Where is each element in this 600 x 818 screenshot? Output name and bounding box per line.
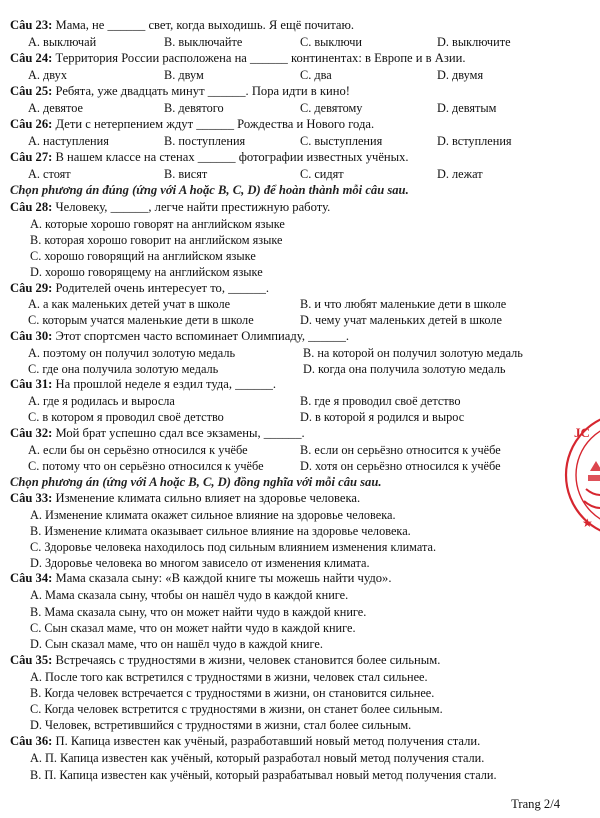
option-b: B. Мама сказала сыну, что он может найти чудо в каждой книге.: [30, 605, 367, 619]
question-text: Встречаясь с трудностями в жизни, человек становится более сильным.: [52, 653, 441, 667]
question-23: [10, 18, 354, 33]
option-d: D. девятым: [437, 101, 497, 115]
question-24: [10, 51, 465, 66]
option-c: C. где она получила золотую медаль: [28, 362, 219, 376]
option-c: C. выступления: [300, 134, 383, 148]
option-a: A. П. Капица известен как учёный, который разработал новый метод получения стали.: [30, 751, 485, 765]
option-a: A. а как маленьких детей учат в школе: [28, 297, 231, 311]
red-stamp: [560, 405, 600, 545]
question-text: Человеку, ______, легче найти престижную работу.: [52, 200, 331, 214]
question-text: Родителей очень интересует то, ______.: [52, 281, 270, 295]
question-text: Мой брат успешно сдал все экзамены, ______.: [52, 426, 305, 440]
option-c: C. которым учатся маленькие дети в школе: [28, 313, 254, 327]
question-text: На прошлой неделе я ездил туда, ______.: [52, 377, 277, 391]
option-b: B. девятого: [164, 101, 224, 115]
option-d: D. Человек, встретившийся с трудностями в жизни, стал более сильным.: [30, 718, 412, 732]
option-b: B. поступления: [164, 134, 246, 148]
option-c: C. Сын сказал маме, что он может найти чудо в каждой книге.: [30, 621, 356, 635]
option-b: B. на которой он получил золотую медаль: [303, 346, 523, 360]
option-d: D. Здоровье человека во многом зависело от изменения климата.: [30, 556, 370, 570]
page-number: Trang 2/4: [511, 797, 560, 811]
question-label: Câu 26:: [10, 117, 53, 131]
option-d: D. выключите: [437, 35, 511, 49]
question-29: [10, 281, 269, 296]
question-label: Câu 25:: [10, 84, 53, 98]
option-c: C. Когда человек встретится с трудностями в жизни, он станет более сильным.: [30, 702, 443, 716]
option-a: A. стоят: [28, 167, 71, 181]
question-35: [10, 653, 440, 668]
option-a: A. Мама сказала сыну, чтобы он нашёл чудо в каждой книге.: [30, 588, 349, 602]
option-d: D. когда она получила золотую медаль: [303, 362, 506, 376]
question-27: [10, 150, 409, 165]
option-d: D. двумя: [437, 68, 484, 82]
option-c: C. девятому: [300, 101, 363, 115]
question-text: Изменение климата сильно влияет на здоровье человека.: [52, 491, 361, 505]
question-label: Câu 35:: [10, 653, 53, 667]
question-text: Ребята, уже двадцать минут ______. Пора идти в кино!: [52, 84, 350, 98]
question-text: Этот спортсмен часто вспоминает Олимпиаду, ______.: [52, 329, 350, 343]
option-d: D. вступления: [437, 134, 512, 148]
option-a: A. наступления: [28, 134, 109, 148]
option-c: C. хорошо говорящий на английском языке: [30, 249, 256, 263]
option-b: B. Когда человек встречается с трудностями в жизни, он становится сильнее.: [30, 686, 435, 700]
svg-text:★: ★: [582, 516, 593, 530]
option-c: C. сидят: [300, 167, 344, 181]
question-label: Câu 31:: [10, 377, 53, 391]
option-b: B. выключайте: [164, 35, 243, 49]
option-a: A. где я родилась и выросла: [28, 394, 175, 408]
option-a: A. двух: [28, 68, 67, 82]
option-d: D. в которой я родился и вырос: [300, 410, 465, 424]
option-a: A. Изменение климата окажет сильное влияние на здоровье человека.: [30, 508, 396, 522]
question-label: Câu 23:: [10, 18, 53, 32]
question-label: Câu 34:: [10, 571, 53, 585]
question-label: Câu 30:: [10, 329, 53, 343]
option-b: B. двум: [164, 68, 204, 82]
question-text: Мама сказала сыну: «В каждой книге ты можешь найти чудо».: [52, 571, 392, 585]
option-b: B. где я проводил своё детство: [300, 394, 461, 408]
question-label: Câu 24:: [10, 51, 53, 65]
option-a: A. После того как встретился с трудностями в жизни, человек стал сильнее.: [30, 670, 428, 684]
question-28: [10, 200, 330, 215]
option-b: B. висят: [164, 167, 208, 181]
question-36: [10, 734, 480, 749]
option-b: B. П. Капица известен как учёный, который разрабатывал новый метод получения стали.: [30, 768, 497, 782]
option-a: A. поэтому он получил золотую медаль: [28, 346, 236, 360]
question-text: П. Капица известен как учёный, разработавший новый метод получения стали.: [52, 734, 481, 748]
option-c: C. два: [300, 68, 332, 82]
option-c: C. выключи: [300, 35, 363, 49]
option-c: C. Здоровье человека находилось под сильным влиянием изменения климата.: [30, 540, 437, 554]
option-b: B. и что любят маленькие дети в школе: [300, 297, 507, 311]
question-33: [10, 491, 360, 506]
option-a: A. выключай: [28, 35, 97, 49]
option-b: B. Изменение климата оказывает сильное влияние на здоровье человека.: [30, 524, 411, 538]
question-label: Câu 36:: [10, 734, 53, 748]
option-a: A. если бы он серьёзно относился к учёбе: [28, 443, 248, 457]
option-b: B. если он серьёзно относится к учёбе: [300, 443, 501, 457]
stamp-text: JC: [574, 425, 590, 440]
question-text: Дети с нетерпением ждут ______ Рождества и Нового года.: [52, 117, 375, 131]
question-31: [10, 377, 276, 392]
question-32: [10, 426, 305, 441]
option-d: D. хорошо говорящему на английском языке: [30, 265, 263, 279]
question-label: Câu 29:: [10, 281, 53, 295]
option-a: A. девятое: [28, 101, 84, 115]
question-26: [10, 117, 374, 132]
option-c: C. потому что он серьёзно относился к учёбе: [28, 459, 264, 473]
section-instruction: Chọn phương án (ứng với A hoặc B, C, D) đồng nghĩa với mỗi câu sau.: [10, 475, 382, 489]
question-text: Территория России расположена на ______ континентах: в Европе и в Азии.: [52, 51, 466, 65]
question-label: Câu 28:: [10, 200, 53, 214]
question-label: Câu 32:: [10, 426, 53, 440]
option-d: D. хотя он серьёзно относился к учёбе: [300, 459, 501, 473]
question-34: [10, 571, 392, 586]
option-a: A. которые хорошо говорят на английском языке: [30, 217, 285, 231]
question-label: Câu 27:: [10, 150, 53, 164]
question-30: [10, 329, 349, 344]
question-25: [10, 84, 350, 99]
question-label: Câu 33:: [10, 491, 53, 505]
question-text: В нашем классе на стенах ______ фотографии известных учёных.: [52, 150, 409, 164]
section-instruction: Chọn phương án đúng (ứng với A hoặc B, C, D) để hoàn thành mỗi câu sau.: [10, 183, 409, 197]
question-text: Мама, не ______ свет, когда выходишь. Я ещё почитаю.: [52, 18, 355, 32]
option-b: B. которая хорошо говорит на английском языке: [30, 233, 283, 247]
option-d: D. Сын сказал маме, что он нашёл чудо в каждой книге.: [30, 637, 323, 651]
option-d: D. чему учат маленьких детей в школе: [300, 313, 502, 327]
option-c: C. в котором я проводил своё детство: [28, 410, 224, 424]
option-d: D. лежат: [437, 167, 483, 181]
